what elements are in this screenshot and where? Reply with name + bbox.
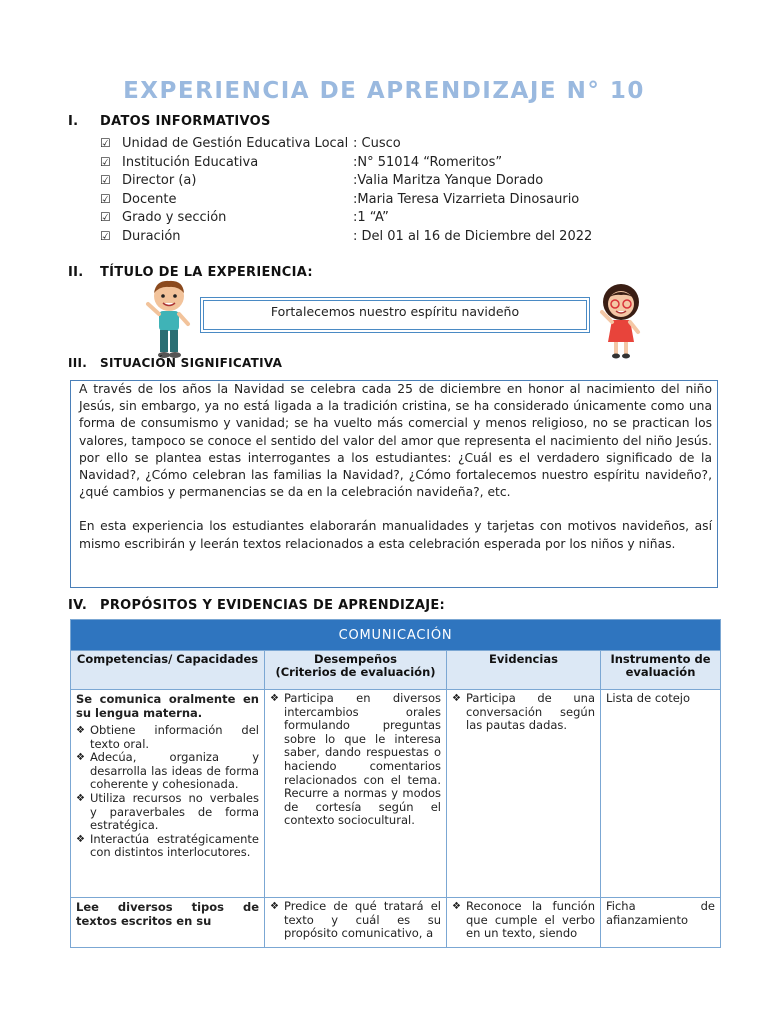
- section-1-number: I.: [68, 114, 79, 129]
- section-2-title: TÍTULO DE LA EXPERIENCIA:: [100, 265, 313, 280]
- table-header-row: [71, 651, 721, 690]
- checkbox-icon: ☑: [100, 228, 111, 243]
- boy-illustration: [142, 278, 196, 360]
- col-desempenos-title: Desempeños: [314, 652, 397, 666]
- desempeno-cell: [265, 690, 447, 898]
- list-item: [452, 692, 595, 733]
- section-4-number: IV.: [68, 598, 88, 613]
- info-row: [100, 229, 660, 248]
- info-row: [100, 210, 660, 229]
- situacion-paragraph-1: A través de los años la Navidad se celebra cada 25 de diciembre en honor al nacimiento del niño Jesús, sin embargo, ya no está ligada a la tradición cristina, se ha considerado únicamente como una forma de consumismo y vanidad; se ha vuelto más comercial y menos religioso, no se practican los valores, tampoco se conoce el sentido del valor del amor que representa el nacimiento del niño Jesús. por ello se plantea estas interrogantes a los estudiantes: ¿Cuál es el verdadero significado de la Navidad?, ¿Cómo celebran las familias la Navidad?, ¿Cómo fortalecemos nuestro espíritu navideño?, ¿qué cambios y permanencias se da en la celebración navideña?, etc.: [79, 382, 712, 500]
- capacidades-list: [76, 724, 259, 860]
- list-item: [270, 900, 441, 941]
- info-value: :N° 51014 “Romeritos”: [353, 154, 503, 170]
- bullet-icon: ❖: [76, 725, 85, 736]
- section-4-heading: [68, 598, 445, 613]
- instrumento-cell: [601, 898, 721, 948]
- table-row: [71, 690, 721, 898]
- competencia-cell: [71, 898, 265, 948]
- info-row: [100, 192, 660, 211]
- col-instrumento-header: Instrumento de evaluación: [601, 651, 721, 690]
- list-item: [76, 833, 259, 860]
- section-3-number: III.: [68, 356, 88, 370]
- desempeno-list: [270, 900, 441, 941]
- capacidad-text: Interactúa estratégicamente con distintos interlocutores.: [90, 831, 259, 860]
- info-label: Unidad de Gestión Educativa Local: [122, 136, 349, 151]
- section-1-title: DATOS INFORMATIVOS: [100, 114, 271, 129]
- col-competencias-header: Competencias/ Capacidades: [71, 651, 265, 690]
- info-row: [100, 155, 660, 174]
- bullet-icon: ❖: [76, 792, 85, 804]
- list-item: [270, 692, 441, 828]
- section-2-number: II.: [68, 265, 84, 280]
- list-item: [76, 751, 259, 792]
- info-label: Institución Educativa: [122, 154, 259, 170]
- instrumento-cell: [601, 690, 721, 898]
- bullet-icon: ❖: [270, 693, 279, 704]
- competencia-title: Se comunica oralmente en su lengua materna.: [76, 692, 259, 720]
- evidencia-text: Reconoce la función que cumple el verbo en un texto, siendo: [466, 899, 595, 941]
- bullet-icon: ❖: [452, 901, 461, 912]
- instrumento-text: Lista de cotejo: [606, 691, 691, 705]
- page-title: EXPERIENCIA DE APRENDIZAJE N° 10: [123, 78, 645, 104]
- section-3-title: SITUACIÓN SIGNIFICATIVA: [100, 356, 283, 370]
- evidencia-list: [452, 692, 595, 733]
- info-row: [100, 136, 660, 155]
- evidencia-cell: [447, 898, 601, 948]
- table-row: [71, 898, 721, 948]
- info-value: :Maria Teresa Vizarrieta Dinosaurio: [353, 191, 580, 207]
- capacidad-text: Adecúa, organiza y desarrolla las ideas de forma coherente y cohesionada.: [90, 750, 259, 792]
- col-evidencias-header: Evidencias: [447, 651, 601, 690]
- section-4-title: PROPÓSITOS Y EVIDENCIAS DE APRENDIZAJE:: [100, 598, 446, 613]
- bullet-icon: ❖: [270, 901, 279, 912]
- info-value: : Del 01 al 16 de Diciembre del 2022: [353, 228, 593, 244]
- situacion-paragraph-2: En esta experiencia los estudiantes elaborarán manualidades y tarjetas con motivos navideños, así mismo escribirán y leerán textos relacionados a esta celebración esperada por los niños y niñas.: [79, 519, 712, 551]
- situacion-significativa-box: [70, 380, 718, 588]
- info-label: Grado y sección: [122, 210, 227, 225]
- capacidad-text: Obtiene información del texto oral.: [90, 723, 259, 751]
- bullet-icon: ❖: [76, 752, 85, 764]
- info-row: [100, 173, 660, 192]
- checkbox-icon: ☑: [100, 136, 111, 150]
- capacidad-text: Utiliza recursos no verbales y paraverbales de forma estratégica.: [90, 790, 259, 833]
- checkbox-icon: ☑: [100, 191, 111, 206]
- section-1-heading: [68, 114, 271, 129]
- desempeno-text: Predice de qué tratará el texto y cuál es su propósito comunicativo, a: [284, 899, 441, 941]
- desempeno-text: Participa en diversos intercambios orales formulando preguntas sobre lo que le interesa saber, dando respuestas o haciendo comentarios relacionados con el tema. Recurre a normas y modos de cortesía según el contexto sociocultural.: [284, 691, 441, 828]
- info-label: Duración: [122, 228, 181, 244]
- evidencia-text: Participa de una conversación según las pautas dadas.: [466, 691, 595, 733]
- col-desempenos-header: [265, 651, 447, 690]
- propositos-table: [70, 619, 721, 948]
- list-item: [76, 792, 259, 833]
- competencia-cell: [71, 690, 265, 898]
- checkbox-icon: ☑: [100, 173, 111, 187]
- instrumento-text: Ficha de afianzamiento: [606, 899, 715, 927]
- info-label: Director (a): [122, 173, 197, 188]
- datos-informativos-list: [100, 136, 660, 247]
- bullet-icon: ❖: [452, 693, 461, 704]
- info-label: Docente: [122, 191, 177, 207]
- info-value: :1 “A”: [353, 210, 389, 225]
- bullet-icon: ❖: [76, 833, 85, 845]
- col-desempenos-subtitle: (Criterios de evaluación): [275, 665, 436, 679]
- list-item: [452, 900, 595, 941]
- evidencia-list: [452, 900, 595, 941]
- section-3-heading: [68, 356, 282, 370]
- info-value: : Cusco: [353, 136, 401, 151]
- girl-illustration: [594, 282, 648, 360]
- evidencia-cell: [447, 690, 601, 898]
- desempeno-list: [270, 692, 441, 828]
- experience-title-box: [200, 297, 590, 333]
- area-header: COMUNICACIÓN: [71, 620, 721, 651]
- experience-title: Fortalecemos nuestro espíritu navideño: [203, 300, 587, 330]
- info-value: :Valia Maritza Yanque Dorado: [353, 173, 544, 188]
- competencia-title: Lee diversos tipos de textos escritos en su: [76, 900, 259, 928]
- desempeno-cell: [265, 898, 447, 948]
- checkbox-icon: ☑: [100, 210, 111, 224]
- checkbox-icon: ☑: [100, 154, 111, 169]
- list-item: [76, 724, 259, 751]
